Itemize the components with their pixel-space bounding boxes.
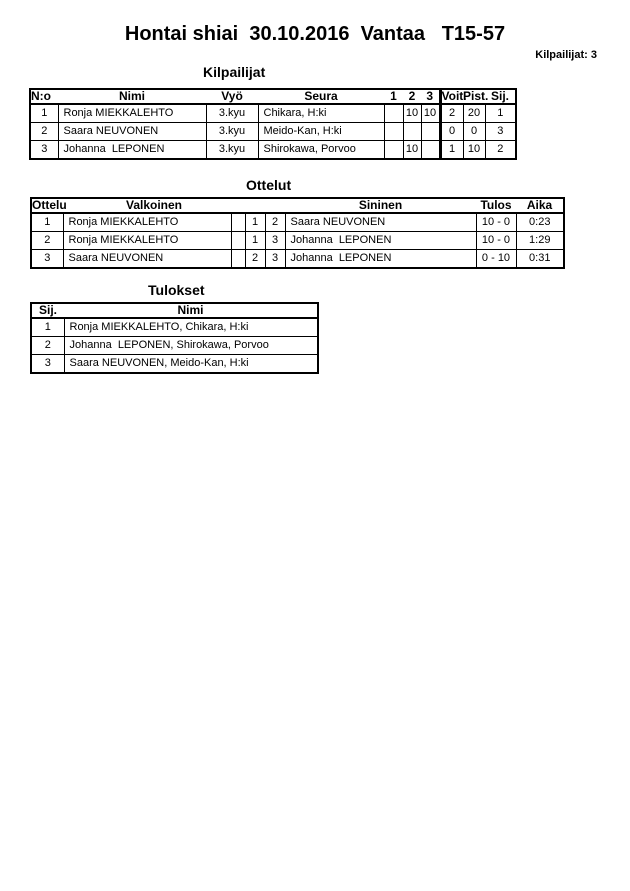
table-row bbox=[31, 232, 564, 250]
cell-seura: Meido-Kan, H:ki bbox=[258, 123, 384, 141]
ottelut-header-row bbox=[31, 198, 564, 213]
cell-tulos: 10 - 0 bbox=[476, 213, 516, 232]
section-heading-tulokset: Tulokset bbox=[148, 282, 205, 298]
kilpailijat-header-vyo: Vyö bbox=[206, 89, 258, 104]
cell-m3 bbox=[421, 141, 440, 160]
table-row bbox=[31, 355, 318, 374]
competitors-count: Kilpailijat: 3 bbox=[535, 49, 597, 61]
cell-m3 bbox=[421, 123, 440, 141]
cell-match-no: 2 bbox=[31, 232, 63, 250]
cell-m2: 10 bbox=[403, 141, 421, 160]
cell-sininen: Johanna LEPONEN bbox=[285, 232, 476, 250]
cell-nimi: Johanna LEPONEN, Shirokawa, Porvoo bbox=[64, 337, 318, 355]
cell-sij: 3 bbox=[31, 355, 64, 374]
cell-blue-num: 3 bbox=[265, 232, 285, 250]
cell-pist: 20 bbox=[463, 104, 485, 123]
cell-white-num: 2 bbox=[245, 250, 265, 269]
kilpailijat-header-pist: Pist. bbox=[463, 89, 489, 103]
cell-sininen: Saara NEUVONEN bbox=[285, 213, 476, 232]
cell-sij: 2 bbox=[485, 141, 516, 160]
cell-sij: 1 bbox=[31, 318, 64, 337]
cell-m1 bbox=[384, 123, 403, 141]
cell-nimi: Ronja MIEKKALEHTO, Chikara, H:ki bbox=[64, 318, 318, 337]
cell-sij: 1 bbox=[485, 104, 516, 123]
ottelut-header-aika: Aika bbox=[516, 198, 564, 213]
cell-m2: 10 bbox=[403, 104, 421, 123]
cell-nimi: Johanna LEPONEN bbox=[58, 141, 206, 160]
cell-aika: 0:23 bbox=[516, 213, 564, 232]
cell-aika: 1:29 bbox=[516, 232, 564, 250]
cell-pist: 0 bbox=[463, 123, 485, 141]
tulokset-header-sij: Sij. bbox=[31, 303, 64, 318]
cell-white-num: 1 bbox=[245, 213, 265, 232]
cell-match-no: 1 bbox=[31, 213, 63, 232]
table-row bbox=[31, 213, 564, 232]
kilpailijat-header-m2: 2 bbox=[403, 89, 421, 104]
kilpailijat-header-m3: 3 bbox=[421, 89, 440, 104]
table-row bbox=[31, 250, 564, 269]
cell-seura: Chikara, H:ki bbox=[258, 104, 384, 123]
cell-pist: 10 bbox=[463, 141, 485, 160]
cell-spacer bbox=[231, 232, 245, 250]
cell-spacer bbox=[231, 213, 245, 232]
cell-sij: 3 bbox=[485, 123, 516, 141]
section-heading-kilpailijat: Kilpailijat bbox=[203, 64, 266, 80]
cell-sij: 2 bbox=[31, 337, 64, 355]
cell-nimi: Saara NEUVONEN, Meido-Kan, H:ki bbox=[64, 355, 318, 374]
ottelut-header-bnum bbox=[265, 198, 285, 213]
table-row bbox=[30, 141, 516, 160]
kilpailijat-header-no: N:o bbox=[30, 89, 58, 104]
cell-m3: 10 bbox=[421, 104, 440, 123]
cell-voit: 1 bbox=[440, 141, 463, 160]
ottelut-table bbox=[30, 197, 565, 269]
kilpailijat-header-seura: Seura bbox=[258, 89, 384, 104]
cell-spacer bbox=[231, 250, 245, 269]
table-row bbox=[30, 123, 516, 141]
section-heading-ottelut: Ottelut bbox=[246, 177, 292, 193]
cell-tulos: 10 - 0 bbox=[476, 232, 516, 250]
cell-sininen: Johanna LEPONEN bbox=[285, 250, 476, 269]
cell-m1 bbox=[384, 104, 403, 123]
cell-valkoinen: Ronja MIEKKALEHTO bbox=[63, 232, 231, 250]
kilpailijat-header-m1: 1 bbox=[384, 89, 403, 104]
cell-no: 2 bbox=[30, 123, 58, 141]
cell-nimi: Ronja MIEKKALEHTO bbox=[58, 104, 206, 123]
cell-voit: 0 bbox=[440, 123, 463, 141]
cell-valkoinen: Saara NEUVONEN bbox=[63, 250, 231, 269]
cell-white-num: 1 bbox=[245, 232, 265, 250]
kilpailijat-table bbox=[29, 88, 517, 160]
cell-blue-num: 3 bbox=[265, 250, 285, 269]
table-row bbox=[30, 104, 516, 123]
tulokset-header-row bbox=[31, 303, 318, 318]
table-row bbox=[31, 337, 318, 355]
ottelut-header-tulos: Tulos bbox=[476, 198, 516, 213]
ottelut-header-ottelu: Ottelu bbox=[32, 198, 67, 212]
cell-no: 3 bbox=[30, 141, 58, 160]
tulokset-header-nimi: Nimi bbox=[64, 303, 318, 318]
cell-vyo: 3.kyu bbox=[206, 104, 258, 123]
ottelut-header-sininen: Sininen bbox=[285, 198, 476, 213]
kilpailijat-header-nimi: Nimi bbox=[58, 89, 206, 104]
cell-valkoinen: Ronja MIEKKALEHTO bbox=[63, 213, 231, 232]
cell-vyo: 3.kyu bbox=[206, 123, 258, 141]
kilpailijat-header-voit: Voit. bbox=[441, 89, 467, 103]
cell-m2 bbox=[403, 123, 421, 141]
cell-no: 1 bbox=[30, 104, 58, 123]
page-title: Hontai shiai 30.10.2016 Vantaa T15-57 bbox=[124, 23, 506, 45]
cell-aika: 0:31 bbox=[516, 250, 564, 269]
ottelut-header-valkoinen: Valkoinen bbox=[63, 198, 245, 213]
cell-tulos: 0 - 10 bbox=[476, 250, 516, 269]
ottelut-header-wnum bbox=[245, 198, 265, 213]
tulokset-table bbox=[30, 302, 319, 374]
cell-nimi: Saara NEUVONEN bbox=[58, 123, 206, 141]
cell-m1 bbox=[384, 141, 403, 160]
table-row bbox=[31, 318, 318, 337]
cell-voit: 2 bbox=[440, 104, 463, 123]
kilpailijat-header-row bbox=[30, 89, 516, 104]
cell-match-no: 3 bbox=[31, 250, 63, 269]
cell-seura: Shirokawa, Porvoo bbox=[258, 141, 384, 160]
cell-vyo: 3.kyu bbox=[206, 141, 258, 160]
cell-blue-num: 2 bbox=[265, 213, 285, 232]
kilpailijat-header-sij: Sij. bbox=[485, 89, 516, 104]
